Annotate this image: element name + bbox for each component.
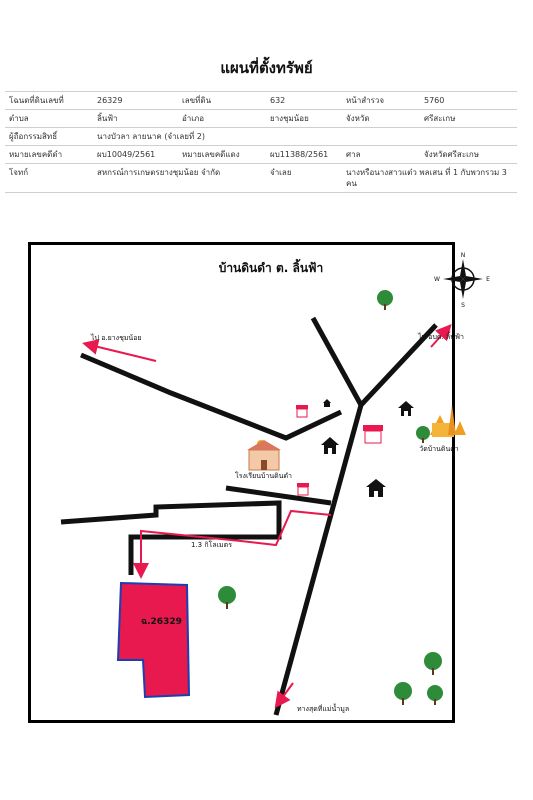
table-cell: อำเภอ bbox=[178, 110, 266, 128]
table-cell: โฉนดที่ดินเลขที่ bbox=[5, 92, 93, 110]
compass-s: S bbox=[461, 302, 465, 309]
label-dead-end: ทางสุดที่แม่น้ำมูล bbox=[297, 705, 350, 713]
table-cell: จังหวัดศรีสะเกษ bbox=[420, 146, 517, 164]
shop-icon bbox=[363, 425, 383, 443]
compass-e: E bbox=[486, 276, 490, 283]
table-cell: นางหรือนางสาวแต๋ว พลเสน ที่ 1 กับพวกรวม 3 คน bbox=[342, 164, 517, 193]
arrow-to-district bbox=[86, 344, 156, 361]
label-to-district: ไป อ.ยางชุมน้อย bbox=[91, 334, 142, 342]
table-row bbox=[5, 128, 517, 146]
table-row bbox=[5, 110, 517, 128]
school-icon bbox=[247, 440, 281, 470]
table-cell: ศรีสะเกษ bbox=[420, 110, 517, 128]
compass-w: W bbox=[434, 276, 440, 283]
page-title: แผนที่ตั้งทรัพย์ bbox=[220, 59, 313, 77]
compass-n: N bbox=[460, 252, 466, 259]
map-title: บ้านดินดำ ต. ลิ้นฟ้า bbox=[218, 261, 324, 275]
label-distance: 1.3 กิโลเมตร bbox=[191, 541, 232, 549]
table-cell: สหกรณ์การเกษตรยางชุมน้อย จำกัด bbox=[93, 164, 266, 193]
table-cell: หน้าสำรวจ bbox=[342, 92, 420, 110]
tree-icon bbox=[218, 586, 236, 609]
table-cell: จังหวัด bbox=[342, 110, 420, 128]
table-cell: นางบัวลา ลายนาค (จำเลยที่ 2) bbox=[93, 128, 517, 146]
table-cell: 5760 bbox=[420, 92, 517, 110]
table-cell: หมายเลขคดีดำ bbox=[5, 146, 93, 164]
table-cell: 26329 bbox=[93, 92, 178, 110]
map-canvas bbox=[31, 245, 490, 720]
arrow-route-parcel bbox=[141, 511, 331, 575]
table-cell: 632 bbox=[266, 92, 342, 110]
road-west bbox=[81, 355, 341, 438]
table-cell: ยางชุมน้อย bbox=[266, 110, 342, 128]
parcel-label: ฉ.26329 bbox=[141, 617, 182, 627]
table-row bbox=[5, 164, 517, 193]
location-map bbox=[28, 242, 490, 723]
table-cell: หมายเลขคดีแดง bbox=[178, 146, 266, 164]
table-cell: ตำบล bbox=[5, 110, 93, 128]
label-temple: วัดบ้านดินดำ bbox=[419, 445, 459, 453]
house-icon bbox=[398, 401, 414, 416]
table-row bbox=[5, 146, 517, 164]
road-main-south bbox=[276, 405, 361, 715]
shop-icon bbox=[296, 405, 308, 417]
label-school: โรงเรียนบ้านดินดำ bbox=[235, 472, 292, 480]
road-north bbox=[313, 318, 361, 405]
table-cell: เลขที่ดิน bbox=[178, 92, 266, 110]
tree-icon bbox=[424, 652, 442, 675]
temple-icon bbox=[430, 405, 466, 437]
tree-icon bbox=[394, 682, 412, 705]
tree-icon bbox=[427, 685, 443, 705]
compass-rose bbox=[434, 252, 490, 309]
shop-icon bbox=[297, 483, 309, 495]
house-icon bbox=[366, 479, 386, 497]
table-cell: ผบ10049/2561 bbox=[93, 146, 178, 164]
house-icon bbox=[321, 437, 339, 454]
tree-icon bbox=[377, 290, 393, 310]
table-cell: ลิ้นฟ้า bbox=[93, 110, 178, 128]
property-info-table bbox=[5, 91, 517, 193]
table-row bbox=[5, 92, 517, 110]
house-icon bbox=[323, 399, 331, 407]
road-southwest bbox=[61, 503, 279, 575]
table-cell: โจทก์ bbox=[5, 164, 93, 193]
table-cell: ศาล bbox=[342, 146, 420, 164]
label-to-tambon: ไป อบต. ลิ้นฟ้า bbox=[418, 333, 464, 341]
table-cell: ผบ11388/2561 bbox=[266, 146, 342, 164]
parcel-26329 bbox=[118, 583, 189, 697]
tree-icon bbox=[416, 426, 430, 443]
table-cell: ผู้ถือกรรมสิทธิ์ bbox=[5, 128, 93, 146]
table-cell: จำเลย bbox=[266, 164, 342, 193]
